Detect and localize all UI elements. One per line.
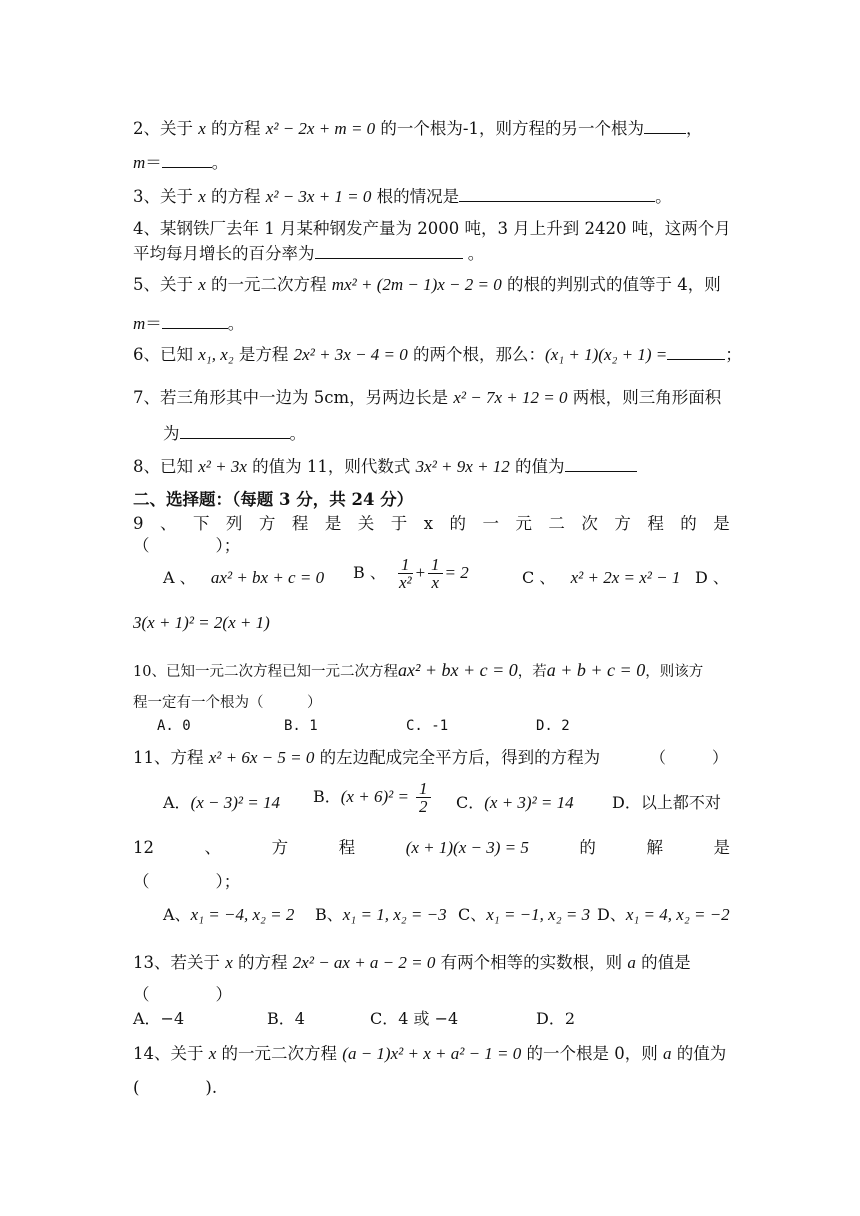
q9-word: 于	[390, 514, 408, 533]
q7-end: 。	[289, 424, 306, 443]
question-13	[133, 953, 691, 973]
q7-prefix: 7、若三角形其中一边为 5cm，另两边长是	[133, 388, 454, 407]
q11-option-a-text: (x − 3)² = 14	[190, 793, 280, 812]
q11-text: 的左边配成完全平方后，得到的方程为	[314, 748, 601, 767]
q4-text-1: 4、某钢铁厂去年 1 月某种钢发产量为 2000 吨，3 月上升到 2420 吨，这两个月	[133, 219, 731, 238]
q11-b-num: 1	[416, 780, 431, 798]
q2-m-equals: ＝	[145, 153, 162, 172]
question-12	[133, 838, 730, 858]
q14-equation: (a − 1)x² + x + a² − 1 = 0	[342, 1044, 522, 1063]
q3-answer-blank[interactable]	[459, 186, 655, 202]
q9-option-d-text[interactable]: 3(x + 1)² = 2(x + 1)	[133, 613, 270, 632]
q10-equation: ax² + bx + c = 0	[397, 660, 518, 680]
q5-middle: 的一元二次方程	[205, 275, 332, 294]
q9-paren: （ ）；	[133, 536, 241, 555]
q3-equation: x² − 3x + 1 = 0	[265, 187, 372, 206]
q13-equation: 2x² − ax + a − 2 = 0	[292, 953, 436, 972]
q13-option-b-text: B．4	[267, 1009, 305, 1028]
q12-option-a-text: x₁ = −4, x₂ = 2	[190, 905, 295, 924]
q13-variable-a: a	[627, 953, 636, 972]
q9-word: 方	[258, 514, 276, 533]
q6-equation: 2x² + 3x − 4 = 0	[293, 345, 408, 364]
q9-b-plus: +	[414, 563, 427, 582]
q5-equation: mx² + (2m − 1)x − 2 = 0	[331, 275, 502, 294]
q9-word: 的	[680, 514, 697, 533]
q13-variable: x	[225, 953, 233, 972]
q12-paren: （ ）；	[133, 872, 241, 891]
q12-word: 方	[271, 838, 289, 857]
section-title	[133, 490, 413, 510]
q10-option-c[interactable]	[406, 716, 448, 736]
q13-option-c[interactable]	[370, 1009, 458, 1029]
q6-variables: x₁, x₂	[198, 345, 234, 364]
q10-line2: 程一定有一个根为（ ）	[133, 695, 322, 711]
q3-middle: 的方程	[205, 187, 266, 206]
q14-variable: x	[208, 1044, 217, 1063]
q9-option-c[interactable]	[522, 568, 680, 588]
q9-word: 方	[614, 514, 631, 533]
q9-option-a[interactable]	[163, 568, 324, 588]
question-4-line-2	[133, 243, 484, 264]
q9-word: 程	[647, 514, 664, 533]
q12-word: 、	[204, 838, 222, 857]
q5-text: 的根的判别式的值等于 4，则	[501, 275, 721, 294]
q9-option-b-label: B 、	[353, 563, 386, 582]
q9-option-d[interactable]	[695, 568, 729, 588]
q9-option-a-label: A 、	[163, 568, 196, 587]
question-14	[133, 1044, 726, 1064]
q11-prefix: 11、方程	[133, 748, 209, 767]
question-8	[133, 456, 637, 477]
q12-word: 的	[579, 838, 596, 857]
question-13-paren	[133, 985, 232, 1005]
q9-word: 、	[159, 514, 177, 533]
q9-word: 9	[133, 514, 144, 533]
q6-prefix: 6、已知	[133, 345, 199, 364]
q12-option-c-label: C、	[458, 905, 487, 924]
q9-option-b-fraction-1	[398, 556, 413, 591]
q13-option-d-text: D．2	[536, 1009, 576, 1028]
question-11	[133, 748, 600, 768]
q13-option-c-text: C．4 或 −4	[370, 1009, 459, 1028]
q4-text-2: 平均每月增长的百分率为	[133, 244, 315, 263]
question-7	[133, 388, 721, 408]
q5-prefix: 5、关于	[133, 275, 199, 294]
q11-b-den: 2	[419, 797, 428, 816]
question-7-line-2	[163, 423, 306, 444]
q12-word: 是	[713, 838, 730, 857]
q12-option-d[interactable]	[597, 905, 730, 925]
q9-option-d-label: D 、	[695, 568, 729, 587]
q11-option-d-text: D．以上都不对	[612, 793, 721, 812]
q2-answer-blank[interactable]	[644, 118, 686, 134]
q9-b-frac1-den: x²	[398, 573, 412, 592]
q5-variable: x	[198, 275, 206, 294]
q11-paren-l: （	[650, 748, 667, 767]
q10-option-b[interactable]	[284, 716, 318, 736]
q11-equation: x² + 6x − 5 = 0	[208, 748, 315, 767]
q9-word: 程	[291, 514, 309, 533]
q12-word: 程	[338, 838, 356, 857]
q7-line2-text: 为	[163, 424, 180, 443]
q11-option-b-fraction	[416, 780, 431, 815]
question-5-line-2	[133, 313, 244, 334]
q9-word: 是	[713, 514, 730, 533]
q9-word: 二	[548, 514, 565, 533]
q13-option-a-text: A．−4	[133, 1009, 185, 1028]
q11-option-b-label: B．	[313, 787, 341, 806]
q9-word: 下	[192, 514, 210, 533]
q6-expression: (x₁ + 1)(x₂ + 1) =	[545, 345, 668, 364]
q11-option-c[interactable]	[456, 793, 574, 813]
q13-middle: 的方程	[232, 953, 293, 972]
q6-middle: 是方程	[233, 345, 294, 364]
q11-option-a[interactable]	[163, 793, 280, 813]
q9-word: 次	[581, 514, 598, 533]
q5-end: 。	[227, 314, 245, 333]
q10-option-c-text: C. -1	[406, 718, 449, 734]
q2-prefix: 2、关于	[133, 119, 199, 138]
q9-option-b[interactable]	[353, 556, 469, 591]
question-10-line-2	[133, 693, 322, 713]
q6-end: ；	[725, 345, 742, 364]
q14-middle: 的一元二次方程	[216, 1044, 343, 1063]
q14-prefix: 14、关于	[133, 1044, 209, 1063]
q14-text: 的一个根是 0，则	[521, 1044, 663, 1063]
q14-end: 的值为	[671, 1044, 727, 1063]
q9-word: 关	[357, 514, 375, 533]
q8-text: 的值为	[509, 457, 565, 476]
q9-word: 一	[482, 514, 499, 533]
q2-m-blank[interactable]	[162, 152, 212, 168]
q10-option-b-text: B. 1	[284, 718, 318, 734]
q9-option-a-text: ax² + bx + c = 0	[210, 568, 325, 587]
question-2	[133, 118, 703, 139]
q9-word: 的	[449, 514, 466, 533]
question-5	[133, 275, 721, 295]
q13-option-a[interactable]	[133, 1009, 184, 1029]
question-6	[133, 344, 742, 365]
q9-word: 元	[515, 514, 532, 533]
q9-option-c-text: x² + 2x = x² − 1	[570, 568, 681, 587]
section-2-title: 二、选择题：（每题 3 分，共 24 分）	[133, 490, 414, 509]
q13-paren: （ ）	[133, 985, 232, 1004]
q14-variable-a: a	[663, 1044, 672, 1063]
q4-answer-blank[interactable]	[315, 243, 463, 259]
q2-equation: x² − 2x + m = 0	[265, 119, 376, 138]
q12-option-d-text: x₁ = 4, x₂ = −2	[625, 905, 730, 924]
q13-option-b[interactable]	[267, 1009, 305, 1029]
q12-option-d-label: D、	[597, 905, 626, 924]
q11-option-b-text: (x + 6)² =	[340, 787, 409, 806]
q9-word: 是	[324, 514, 342, 533]
q11-option-a-label: A．	[163, 793, 191, 812]
q13-option-d[interactable]	[536, 1009, 575, 1029]
q12-word: 解	[646, 838, 663, 857]
q11-paren-left	[650, 748, 666, 768]
q8-middle: 的值为 11，则代数式	[246, 457, 416, 476]
q11-paren-right	[712, 748, 728, 768]
q3-prefix: 3、关于	[133, 187, 199, 206]
q12-option-c-text: x₁ = −1, x₂ = 3	[486, 905, 591, 924]
q9-b-frac1-num: 1	[398, 556, 413, 574]
q4-end: 。	[462, 244, 485, 263]
q8-answer-blank[interactable]	[565, 456, 637, 472]
q7-text: 两根，则三角形面积	[567, 388, 722, 407]
q9-option-d-equation-line	[133, 613, 270, 633]
q9-option-c-label: C 、	[522, 568, 556, 587]
q3-end: 。	[655, 187, 672, 206]
question-9-paren	[133, 536, 240, 556]
q3-variable: x	[198, 187, 206, 206]
question-3	[133, 186, 672, 207]
q12-option-b-label: B、	[315, 905, 343, 924]
q2-variable: x	[198, 119, 206, 138]
q5-m-equals: ＝	[145, 314, 162, 333]
q9-option-b-fraction-2	[428, 556, 443, 591]
q10-option-a[interactable]	[157, 716, 191, 736]
q7-answer-blank[interactable]	[180, 423, 290, 439]
q10-option-d[interactable]	[536, 716, 570, 736]
q12-equation: (x + 1)(x − 3) = 5	[405, 838, 529, 857]
q12-option-b-text: x₁ = 1, x₂ = −3	[342, 905, 447, 924]
q5-m-variable: m	[133, 314, 146, 333]
question-2-line-2	[133, 152, 228, 173]
q6-answer-blank[interactable]	[667, 344, 725, 360]
q8-expression-2: 3x² + 9x + 12	[415, 457, 510, 476]
q2-text: 的一个根为-1，则方程的另一个根为	[375, 119, 645, 138]
q7-equation: x² − 7x + 12 = 0	[453, 388, 568, 407]
q10-option-d-text: D. 2	[536, 718, 570, 734]
q2-middle: 的方程	[205, 119, 266, 138]
q11-option-b[interactable]	[313, 780, 433, 815]
q11-paren-r: ）	[712, 748, 729, 767]
q6-text: 的两个根，那么：	[407, 345, 546, 364]
q12-option-b[interactable]	[315, 905, 447, 925]
q3-text: 根的情况是	[371, 187, 460, 206]
q2-m-end: 。	[211, 153, 229, 172]
q13-prefix: 13、若关于	[133, 953, 226, 972]
q12-option-a-label: A、	[163, 905, 191, 924]
q12-word: 12	[133, 838, 154, 857]
q13-text: 有两个相等的实数根，则	[435, 953, 628, 972]
question-10	[133, 660, 703, 682]
q11-option-d[interactable]	[612, 793, 721, 813]
q9-b-frac2-den: x	[431, 573, 440, 592]
q10-option-a-text: A. 0	[157, 718, 191, 734]
q10-middle: ，若	[517, 664, 547, 680]
question-9	[133, 514, 730, 534]
q12-option-a[interactable]	[163, 905, 294, 925]
q9-b-frac2-num: 1	[428, 556, 443, 574]
q10-text: ，则该方	[645, 664, 704, 680]
q9-b-rest: = 2	[444, 563, 469, 582]
q8-expression-1: x² + 3x	[198, 457, 247, 476]
q5-answer-blank[interactable]	[162, 313, 228, 329]
q9-word: x	[423, 514, 434, 533]
question-12-paren	[133, 872, 240, 892]
question-14-paren	[133, 1078, 217, 1098]
q2-m-variable: m	[133, 153, 146, 172]
q10-prefix: 10、已知一元二次方程已知一元二次方程	[133, 664, 398, 680]
question-4-line-1	[133, 219, 731, 239]
q12-option-c[interactable]	[458, 905, 590, 925]
q14-paren: ( ).	[133, 1078, 218, 1097]
q9-word: 列	[225, 514, 243, 533]
q2-end: ，	[686, 119, 703, 138]
q8-prefix: 8、已知	[133, 457, 199, 476]
q13-end: 的值是	[635, 953, 691, 972]
q11-option-c-label: C．	[456, 793, 485, 812]
q11-option-c-text: (x + 3)² = 14	[484, 793, 574, 812]
q10-condition: a + b + c = 0	[546, 660, 646, 680]
